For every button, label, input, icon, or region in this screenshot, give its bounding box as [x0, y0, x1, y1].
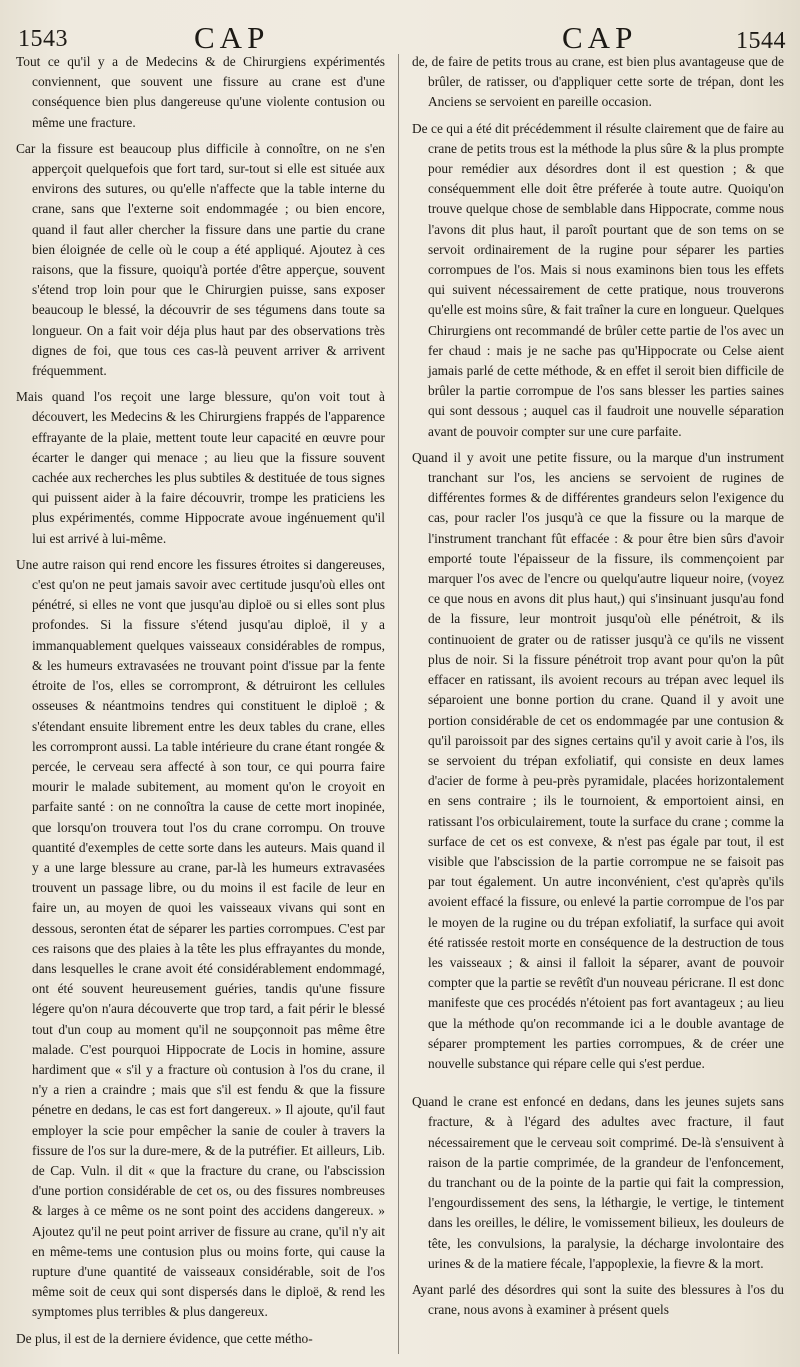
paragraph: Quand il y avoit une petite fissure, ou la marque d'un instrument tranchant sur l'os, les anciens se servoient de rugines de différentes formes & de différentes grandeurs selon l'exigence du cas, pour racler l'os jusqu'à ce que la fissure ou la marque de l'instrument tranchant fût effacée : & pour être bien sûrs d'avoir emporté toute l'épaisseur de la fissure, ils commençoient par marquer l'os avec de l'encre ou quelqu'autre liqueur noire, (voyez ce que nous en avons dit plus haut,) qui s'insinuant jusqu'au fond de la fissure, leur montroit jusqu'où elle pénétroit, & ils continuoient de grater ou de ratisser jusqu'à ce qu'ils ne vissent plus de noir. Si la fissure pénétroit trop avant pour qu'on la pût effacer en ratissant, ils avoient recours au trépan avec lequel ils séparoient une bonne portion du crane. Quand il y avoit une portion considérable de cet os endommagée par une contusion & qu'il paroissoit par des signes certains qu'il y avoit carie à l'os, ils se servoient du trépan exfoliatif, qui consiste en deux lames d'acier de forme à peu-près pyramidale, placées horizontalement en sens contraire ; ils le tournoient, & emportoient ainsi, en ratissant l'os orbiculairement, toute la surface du crane ; comme la surface de cet os est convexe, & n'est pas égale par tout, il est visible que l'abscission de la partie corrompue ne se faisoit pas par tout également. Un autre inconvénient, c'est qu'après qu'ils avoient effacé la fissure, ou enlevé la partie corrompue de l'os par le moyen de la rugine ou du trépan exfoliatif, la surface qui avoit été ratissée restoit morte en conséquence de la destruction de tous les vaisseaux ; & ainsi il falloit la séparer, avant de pouvoir compter que la partie se revêtît d'un nouveau péricrane. Il est donc manifeste que ces procédés n'étoient pas fort avantageux ; au lieu que la méthode qu'on recommande ici a le double avantage de séparer promptement les parties corrompues, & de créer une nouvelle substance qui répare celle qui s'est perdue. [412, 449, 784, 1071]
page-header [14, 10, 788, 54]
column-divider [398, 54, 399, 1354]
paragraph: Ayant parlé des désordres qui sont la suite des blessures à l'os du crane, nous avons à examiner à présent quels [412, 1281, 784, 1318]
page-number-left: 1543 [18, 26, 68, 52]
paragraph-gap [412, 1080, 784, 1092]
text-column-right [412, 52, 784, 1326]
page-number-right: 1544 [736, 28, 786, 54]
paragraph: Tout ce qu'il y a de Medecins & de Chirurgiens expérimentés conviennent, que souvent une fissure au crane est d'une conséquence bien plus dangereuse qu'une violente contusion ou même une fracture. [16, 54, 385, 130]
running-head-left: CAP [194, 20, 270, 55]
paragraph: de, de faire de petits trous au crane, est bien plus avantageuse que de brûler, de ratisser, ou d'appliquer cette sorte de trépan, dont les Anciens se servoient en pareille occasion. [412, 54, 784, 110]
text-column-left [16, 52, 385, 1355]
paragraph: Une autre raison qui rend encore les fissures étroites si dangereuses, c'est qu'on ne peut jamais savoir avec certitude jusqu'où elles ont pénétré, si elles ne vont que jusqu'au diploë ou si elles sont plus profondes. Si la fissure s'étend jusqu'au diploë, il y a immanquablement quelques vaisseaux considérables de rompus, & les humeurs extravasées ne trouvant point d'issue par la fente étroite de l'os, elles se corrompront, & détruiront les cellules osseuses & néantmoins tendres qui constituent le diploë ; & s'étendant ensuite librement entre les deux tables du crane, elles les corrompront aussi. La table intérieure du crane étant rongée & percée, le cerveau sera affecté à son tour, ce qui pourra faire mourir le malade subitement, au moment qu'on le croyoit en parfaite santé : on ne connoîtra la cause de cette mort inopinée, que lorsqu'on trouvera tout l'os du crane corrompu. On trouve quantité d'exemples de cette sorte dans les auteurs. Mais quand il y a une large blessure au crane, par-là les humeurs extravasées trouvent un passage libre, ou du moins il est facile de leur en faire un, au moyen de quoi les vaisseaux vivans qui sont en dessous, seronten état de séparer les parties corrompues. C'est par ces raisons que des plaies à la tête les plus effrayantes du monde, dans lesquelles le crane avoit été considérablement endommagé, ont été souvent heureusement guéries, tandis qu'une fissure légere qu'on n'aura découverte que trop tard, a fait périr le blessé tout d'un coup au moment qu'il ne soupçonnoit pas même être malade. C'est pourquoi Hippocrate de Locis in homine, assure hardiment que « s'il y a fracture où contusion à l'os du crane, il n'y a rien a craindre ; mais que s'il est fendu & que la fissure pénetre en dedans, le cas est fort dangereux. » Il ajoute, qu'il faut employer la scie pour empêcher la sanie de couler à travers la fissure de l'os sur la dure-mere, & de la putréfier. Et ailleurs, Lib. de Cap. Vuln. il dit « que la fracture du crane, ou l'abscission d'une portion considérable de cet os, ou des fissures nombreuses & larges à ce même os ne sont point des accidens dangereux. » Ajoutez qu'il ne peut point arriver de fissure au crane, qu'il n'y ait en même-tems une contusion plus ou moins forte, qui cause la rupture d'une quantité de vaisseaux considérable, soit de l'os même soit de ceux qui sont dispersés dans le diploë, & rend les symptomes plus terribles & plus dangereux. [16, 556, 385, 1320]
paragraph: De plus, il est de la derniere évidence, que cette métho- [16, 1330, 313, 1346]
paragraph: Mais quand l'os reçoit une large blessure, qu'on voit tout à découvert, les Medecins & les Chirurgiens frappés de l'apparence effrayante de la plaie, mettent toute leur capacité en œuvre pour écarter le danger qui menace ; au lieu que la fissure souvent cachée aux recherches les plus subtiles & destituée de tous signes qui puissent aider à la faire découvrir, trompe les praticiens les plus expérimentés, comme Hippocrate avoue ingénuement qu'il lui est arrivé à lui-même. [16, 389, 385, 546]
running-head-right: CAP [562, 20, 638, 55]
paragraph: De ce qui a été dit précédemment il résulte clairement que de faire au crane de petits trous est la méthode la plus sûre & la plus prompte pour remédier aux désordres dont il est question ; & que conséquemment elle doit être préferée à toute autre. Quoiqu'on trouve quelque chose de semblable dans Hippocrate, comme nous l'avons dit plus haut, il paroît pourtant que de son tems on se servoit ordinairement de la rugine pour séparer les parties corrompues de l'os. Mais si nous examinons bien tous les effets qui suivent nécessairement de cette pratique, nous trouverons qu'elle est moins sûre, & fait traîner la cure en longueur. Quelques Chirurgiens ont recommandé de brûler cette partie de l'os avec un fer chaud : mais je ne sache pas qu'Hippocrate ou Celse aient jamais parlé de cette méthode, & en effet il seroit bien difficile de brûler la partie corrompue de l'os sans blesser les parties saines qui sont dessous ; auquel cas il faudroit une nouvelle séparation avant de pouvoir compter sur une cure parfaite. [412, 120, 784, 439]
paragraph: Quand le crane est enfoncé en dedans, dans les jeunes sujets sans fracture, & à l'égard des adultes avec fracture, il faut nécessairement que le cerveau soit comprimé. De-là s'ensuivent à raison de la partie comprimée, de la grandeur de l'enfoncement, du tranchant ou de la pointe de la partie qui fait la compression, l'engourdissement des sens, la léthargie, le vertige, le tintement dans les oreilles, le délire, le vomissement bilieux, les douleurs de tête, les convulsions, la paralysie, la décharge involontaire des urines & de la matiere fécale, l'appoplexie, la fievre & la mort. [412, 1094, 784, 1271]
paragraph: Car la fissure est beaucoup plus difficile à connoître, on ne s'en apperçoit quelquefois que fort tard, sur-tout si elle est située aux environs des sutures, ou qu'elle n'affecte que la table interne du crane, sans que l'externe soit endommagée ; ou bien encore, quand il faut aller chercher la fissure dans une partie du crane bien éloignée de celle où le coup a été appliqué. Ajoutez à ces raisons, que la fissure, quoiqu'à portée d'être apperçue, souvent s'étend trop loin pour que le Chirurgien puisse, sans exposer beaucoup le blessé, la découvrir de ses tégumens dans toute sa longueur. On a fait voir déja plus haut par des observations très dignes de foi, que tous ces cas-là peuvent arriver & arrivent fréquemment. [16, 140, 385, 379]
